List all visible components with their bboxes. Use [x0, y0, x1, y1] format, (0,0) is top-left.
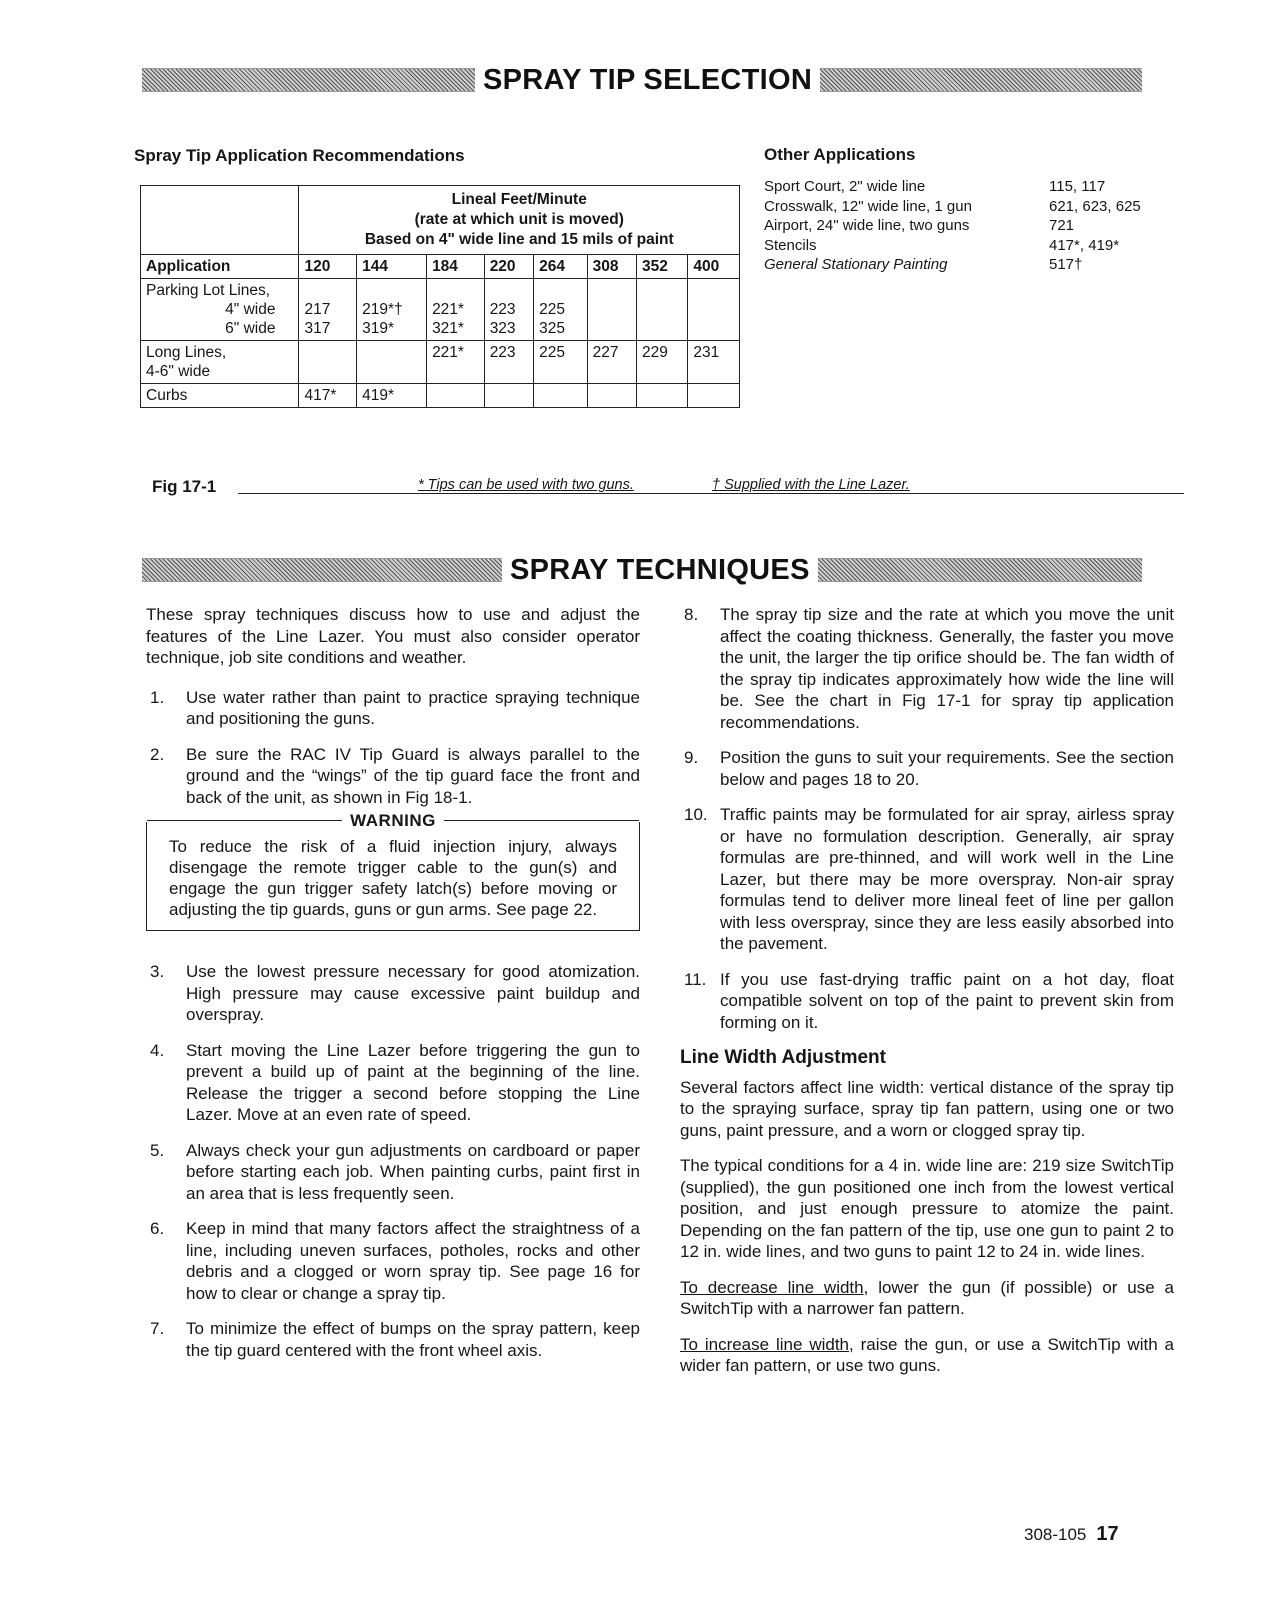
application-column-header: Application — [141, 255, 299, 279]
tip-cell: 221* — [427, 341, 485, 384]
banner-hatch-left — [142, 558, 502, 582]
speed-cell: 144 — [357, 255, 427, 279]
tip-cell: 217 317 — [299, 279, 357, 341]
speed-cell: 120 — [299, 255, 357, 279]
figure-rule — [238, 493, 1184, 494]
other-applications-list — [764, 177, 1184, 275]
table-row-curbs — [141, 384, 740, 408]
tip-cell — [484, 384, 533, 408]
tip-cell — [357, 341, 427, 384]
list-item: 8. The spray tip size and the rate at which you move the unit affect the coating thickness. Generally, the faster you move the unit, the larger the tip orifice should be. The fan width of the spray tip indicates approximately how wide the line will be. See the chart in Fig 17-1 for spray tip application recommendations. — [684, 605, 1174, 732]
table-speed-row — [141, 255, 740, 279]
list-item: General Stationary Painting 517† — [764, 256, 1083, 273]
banner-hatch-right — [820, 68, 1142, 92]
list-item: 1. Use water rather than paint to practice spraying technique and positioning the guns. — [150, 687, 640, 728]
speed-cell: 308 — [587, 255, 636, 279]
list-item: 9. Position the guns to suit your requirements. See the section below and pages 18 to 20. — [684, 748, 1174, 789]
tip-cell: 223 323 — [484, 279, 533, 341]
list-item: Airport, 24" wide line, two guns 721 — [764, 217, 1075, 234]
list-item: 3. Use the lowest pressure necessary for good atomization. High pressure may cause excessive paint buildup and overspray. — [150, 962, 640, 1024]
header-line-3: Based on 4" wide line and 15 mils of paint — [364, 231, 674, 248]
table-row-long-lines — [141, 341, 740, 384]
tip-cell — [636, 384, 687, 408]
tip-cell — [636, 279, 687, 341]
line-width-paragraph-3: To decrease line width, lower the gun (if possible) or use a SwitchTip with a narrower fan pattern. — [680, 1277, 1174, 1318]
tip-cell — [587, 279, 636, 341]
tip-cell: 221* 321* — [427, 279, 485, 341]
section-title: SPRAY TECHNIQUES — [510, 553, 810, 586]
tip-cell: 417* — [299, 384, 357, 408]
banner-hatch-right — [818, 558, 1142, 582]
section-banner-spray-tip-selection — [142, 60, 1142, 100]
application-sub: 4-6" wide — [146, 363, 211, 380]
tip-cell — [688, 279, 740, 341]
list-item: 5. Always check your gun adjustments on cardboard or paper before starting each job. When painting curbs, paint first in an area that is less frequently seen. — [150, 1140, 640, 1203]
application-cell — [141, 341, 299, 384]
line-width-paragraph-4: To increase line width, raise the gun, or use a SwitchTip with a wider fan pattern, or use two guns. — [680, 1334, 1174, 1375]
spray-tip-table — [140, 185, 740, 408]
section-banner-spray-techniques — [142, 550, 1142, 590]
list-item: Sport Court, 2" wide line 115, 117 — [764, 178, 1106, 195]
intro-paragraph: These spray techniques discuss how to use and adjust the features of the Line Lazer. You must also consider operator technique, job site conditions and weather. — [146, 605, 640, 667]
list-item: 4. Start moving the Line Lazer before triggering the gun to prevent a build up of paint at the beginning of the line. Release the trigger a second before stopping the Line Lazer. Move at an even rate of speed. — [150, 1040, 640, 1124]
tip-cell — [688, 384, 740, 408]
list-item: 7. To minimize the effect of bumps on the spray pattern, keep the tip guard centered with the front wheel axis. — [150, 1319, 640, 1360]
section-title: SPRAY TIP SELECTION — [483, 63, 813, 96]
table-header-row — [141, 186, 740, 255]
application-name: Parking Lot Lines, — [146, 282, 271, 299]
list-item: 2. Be sure the RAC IV Tip Guard is always parallel to the ground and the “wings” of the tip guard face the front and back of the unit, as shown in Fig 18-1. — [150, 744, 640, 807]
speed-cell: 400 — [688, 255, 740, 279]
speed-cell: 264 — [534, 255, 588, 279]
speed-cell: 220 — [484, 255, 533, 279]
figure-label: Fig 17-1 — [152, 477, 217, 496]
table-corner-cell — [141, 186, 299, 255]
tip-cell: 419* — [357, 384, 427, 408]
line-width-heading: Line Width Adjustment — [680, 1047, 886, 1068]
page-footer — [1024, 1523, 1119, 1546]
speed-cell: 352 — [636, 255, 687, 279]
table-row-parking-lot — [141, 279, 740, 341]
tip-table-heading: Spray Tip Application Recommendations — [134, 146, 465, 165]
line-width-paragraph-1: Several factors affect line width: vertical distance of the spray tip to the spraying surface, spray tip fan pattern, using one or two guns, paint pressure, and a worn or clogged spray tip. — [680, 1077, 1174, 1140]
figure-note-supplied: † Supplied with the Line Lazer. — [708, 477, 914, 493]
application-cell: Curbs — [141, 384, 299, 408]
tip-cell: 229 — [636, 341, 687, 384]
left-column — [146, 604, 640, 1375]
list-item: Crosswalk, 12" wide line, 1 gun 621, 623, 625 — [764, 197, 1141, 215]
warning-box — [146, 811, 640, 931]
tip-cell — [299, 341, 357, 384]
list-item: 6. Keep in mind that many factors affect the straightness of a line, including uneven surfaces, potholes, rocks and other debris and a clogged or worn spray tip. See page 16 for how to clear or change a spray tip. — [150, 1219, 640, 1303]
document-number: 308-105 — [1024, 1525, 1087, 1544]
tip-cell — [534, 384, 588, 408]
tip-cell: 219*† 319* — [357, 279, 427, 341]
header-line-2: (rate at which unit is moved) — [414, 211, 624, 228]
right-column — [680, 604, 1174, 1391]
other-applications-heading: Other Applications — [764, 145, 916, 164]
other-applications — [764, 145, 1184, 275]
figure-caption-line — [152, 477, 1184, 507]
tip-cell — [587, 384, 636, 408]
tip-cell: 225 325 — [534, 279, 588, 341]
speed-cell: 184 — [427, 255, 485, 279]
page-number: 17 — [1096, 1523, 1119, 1545]
application-sub: 6" wide — [225, 320, 276, 337]
tip-cell — [427, 384, 485, 408]
banner-hatch-left — [142, 68, 475, 92]
warning-text: To reduce the risk of a fluid injection injury, always disengage the remote trigger cable to the gun(s) and engage the gun trigger safety latch(s) before moving or adjusting the tip guards, guns or gun arms. See page 22. — [169, 837, 617, 919]
lineal-feet-header — [299, 186, 740, 255]
list-item: 10. Traffic paints may be formulated for air spray, airless spray or have no formulation description. Generally, air spray formulas are pre-thinned, and will work well in the Line Lazer, but there may be more overspray. Non-air spray formulas tend to deliver more lineal feet of line per gallon with less overspray, since they are less easily absorbed into the pavement. — [684, 805, 1174, 953]
tip-cell: 225 — [534, 341, 588, 384]
tip-cell: 231 — [688, 341, 740, 384]
application-name: Long Lines, — [146, 344, 227, 361]
decrease-line-width-lead: To decrease line width, — [680, 1277, 869, 1297]
figure-note-two-guns: * Tips can be used with two guns. — [414, 477, 638, 493]
line-width-paragraph-2: The typical conditions for a 4 in. wide line are: 219 size SwitchTip (supplied), the gun positioned one inch from the lowest vertical position, and just enough pressure to atomize the paint. Depending on the fan pattern of the tip, use one gun to paint 2 to 12 in. wide lines, and two guns to paint 12 to 24 in. wide lines. — [680, 1156, 1174, 1261]
application-cell — [141, 279, 299, 341]
application-sub: 4" wide — [225, 301, 276, 318]
list-item: Stencils 417*, 419* — [764, 236, 1120, 254]
increase-line-width-lead: To increase line width, — [680, 1334, 854, 1354]
tip-cell: 223 — [484, 341, 533, 384]
tip-cell: 227 — [587, 341, 636, 384]
header-line-1: Lineal Feet/Minute — [451, 191, 587, 208]
warning-header — [147, 810, 639, 831]
list-item: 11. If you use fast-drying traffic paint on a hot day, float compatible solvent on top of the paint to prevent skin from forming on it. — [684, 969, 1174, 1032]
warning-title: WARNING — [350, 811, 436, 830]
